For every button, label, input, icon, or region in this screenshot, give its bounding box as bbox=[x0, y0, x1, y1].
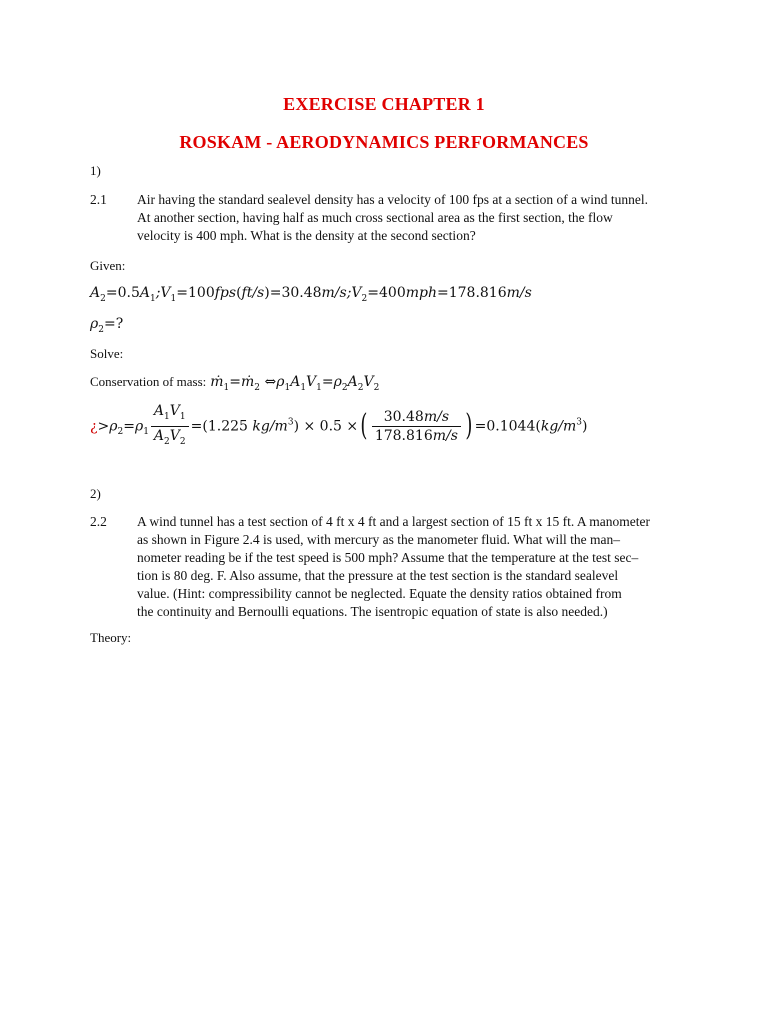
problem-2-2-text bbox=[137, 513, 682, 621]
problem-line: At another section, having half as much cross sectional area as the first section, the flow bbox=[137, 210, 613, 225]
conservation-line bbox=[90, 373, 379, 393]
unknown-equation: $\rho_2=$? bbox=[90, 316, 124, 335]
solve-label: Solve: bbox=[90, 346, 124, 361]
problem-2-1-text bbox=[137, 191, 682, 245]
problem-line: value. (Hint: compressibility cannot be neglected. Equate the density ratios obtained from bbox=[137, 586, 622, 601]
conservation-label: Conservation of mass: bbox=[90, 374, 207, 389]
theory-label: Theory: bbox=[90, 630, 132, 645]
problem-line: nometer reading be if the test speed is 500 mph? Assume that the temperature at the test sec– bbox=[137, 550, 639, 565]
question-1-number: 1) bbox=[90, 163, 101, 178]
given-equation: $A_2=0.5A_1;V_1=100fps(ft/s)=30.48m/s;V_2=400mph=178.816m/s$ bbox=[90, 285, 532, 304]
v1-value: 30.48 bbox=[383, 408, 424, 425]
problem-line: A wind tunnel has a test section of 4 ft x 4 ft and a largest section of 15 ft x 15 ft. A manometer bbox=[137, 514, 651, 529]
problem-line: the continuity and Bernoulli equations. The isentropic equation of state is also needed.) bbox=[137, 604, 608, 619]
area-ratio-value: 0.5 bbox=[319, 418, 342, 435]
problem-2-1-number: 2.1 bbox=[90, 192, 107, 207]
result-equation: ¿$>\rho_2=\rho_1$ $\frac{A_1V_1}{A_2V_2}$ =(1.225 $kg/m^3) \times 0.5$ ×( $\frac{30.48m/s}{178.816m/s}$ ) $=0.1044(kg/m^3)$ bbox=[90, 403, 588, 447]
rho-value: 1.225 bbox=[207, 418, 248, 435]
given-label: Given: bbox=[90, 258, 126, 273]
problem-line: as shown in Figure 2.4 is used, with mercury as the manometer fluid. What will the man– bbox=[137, 532, 621, 547]
v2-value: 178.816 bbox=[374, 427, 433, 444]
inverted-question-mark: ¿ bbox=[90, 418, 98, 435]
problem-line: tion is 80 deg. F. Also assume, that the pressure at the test section is the standard sealevel bbox=[137, 568, 619, 583]
conservation-equation: ṁ$_1$=ṁ$_2$ $\Leftrightarrow\rho_1A_1V_1=\rho_2A_2V_2$ bbox=[210, 374, 380, 393]
result-value: 0.1044 bbox=[486, 418, 536, 435]
problem-2-2-number: 2.2 bbox=[90, 514, 107, 529]
page-title: EXERCISE CHAPTER 1 bbox=[283, 94, 485, 114]
problem-line: Air having the standard sealevel density has a velocity of 100 fps at a section of a wind tunnel. bbox=[137, 192, 648, 207]
question-2-number: 2) bbox=[90, 486, 101, 501]
problem-line: velocity is 400 mph. What is the density at the second section? bbox=[137, 228, 476, 243]
page-subtitle: ROSKAM - AERODYNAMICS PERFORMANCES bbox=[179, 132, 589, 152]
